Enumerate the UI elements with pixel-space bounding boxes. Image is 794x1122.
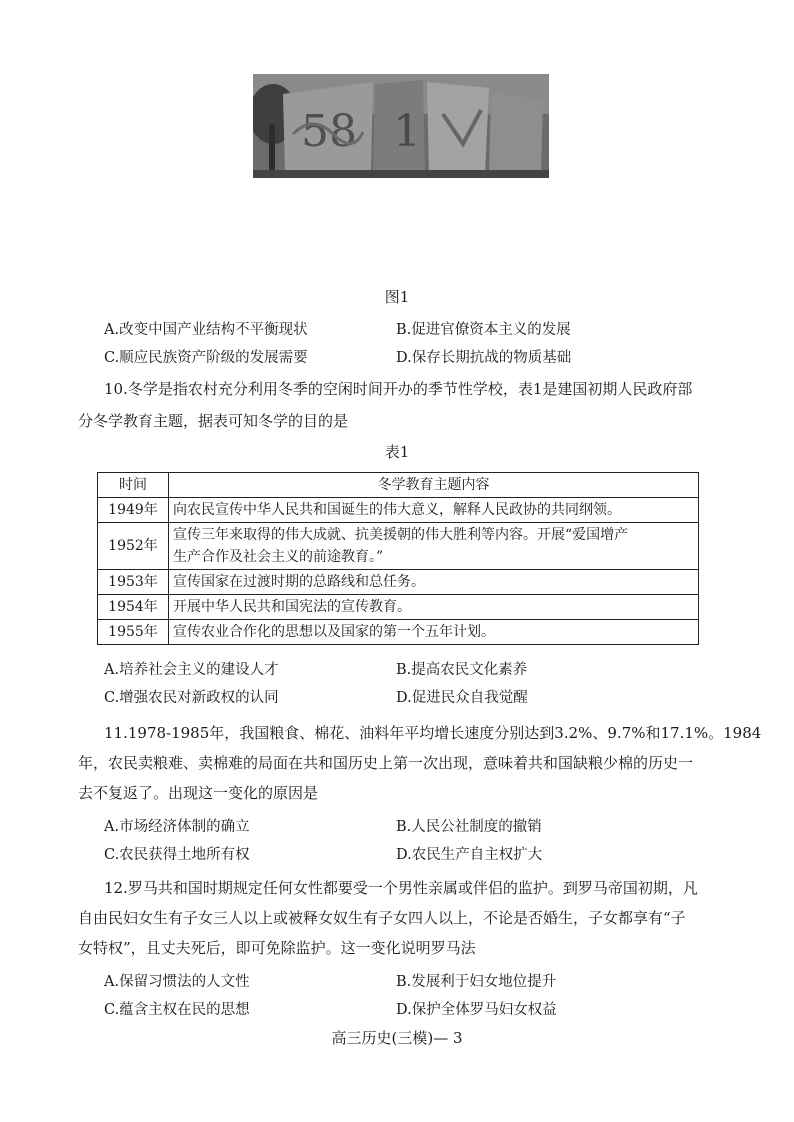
table-row bbox=[98, 595, 699, 620]
svg-text:1: 1 bbox=[393, 106, 421, 157]
table-caption: 表1 bbox=[384, 443, 410, 461]
table-cell-line: 宣传三年来取得的伟大成就、抗美援朝的伟大胜利等内容。开展“爱国增产 bbox=[173, 527, 629, 543]
q9-option-c[interactable]: C.顺应民族资产阶级的发展需要 bbox=[104, 350, 308, 366]
table-cell-content: 向农民宣传中华人民共和国诞生的伟大意义，解释人民政协的共同纲领。 bbox=[169, 498, 699, 523]
table-row bbox=[98, 570, 699, 595]
q10-stem-line-1: 10.冬学是指农村充分利用冬季的空闲时间开办的季节性学校，表1是建国初期人民政府部 bbox=[104, 380, 693, 398]
table-row bbox=[98, 620, 699, 645]
q10-stem-line-2: 分冬学教育主题，据表可知冬学的目的是 bbox=[78, 412, 349, 430]
q12-option-a[interactable]: A.保留习惯法的人文性 bbox=[104, 974, 250, 990]
table-cell-line: 生产合作及社会主义的前途教育。” bbox=[173, 549, 384, 565]
table-header-row bbox=[98, 473, 699, 498]
q11-stem-line-3: 去不复返了。出现这一变化的原因是 bbox=[78, 784, 319, 802]
q11-stem-line-1: 11.1978-1985年，我国粮食、棉花、油料年平均增长速度分别达到3.2%、9.7%和17.1%。1984 bbox=[104, 724, 762, 742]
table-cell-content bbox=[169, 523, 699, 570]
q9-option-a[interactable]: A.改变中国产业结构不平衡现状 bbox=[104, 322, 308, 338]
table-cell-content: 开展中华人民共和国宪法的宣传教育。 bbox=[169, 595, 699, 620]
table-cell-year: 1952年 bbox=[98, 523, 169, 570]
figure-caption: 图1 bbox=[384, 288, 410, 306]
page-footer: 高三历史(三模)— 3 bbox=[331, 1029, 463, 1047]
winter-school-table bbox=[97, 472, 699, 645]
q10-option-c[interactable]: C.增强农民对新政权的认同 bbox=[104, 690, 279, 706]
q12-stem-line-3: 女特权”，且丈夫死后，即可免除监护。这一变化说明罗马法 bbox=[78, 939, 476, 957]
q11-option-d[interactable]: D.农民生产自主权扩大 bbox=[396, 847, 543, 863]
q10-option-d[interactable]: D.促进民众自我觉醒 bbox=[396, 690, 528, 706]
table-cell-year: 1953年 bbox=[98, 570, 169, 595]
q10-option-a[interactable]: A.培养社会主义的建设人才 bbox=[104, 662, 279, 678]
q12-option-d[interactable]: D.保护全体罗马妇女权益 bbox=[396, 1002, 557, 1018]
q12-stem-line-1: 12.罗马共和国时期规定任何女性都要受一个男性亲属或伴侣的监护。到罗马帝国初期，凡 bbox=[104, 879, 698, 897]
figure-1-photo bbox=[253, 74, 549, 178]
q12-option-b[interactable]: B.发展利于妇女地位提升 bbox=[396, 974, 557, 990]
q10-option-b[interactable]: B.提高农民文化素养 bbox=[396, 662, 528, 678]
q12-stem-line-2: 自由民妇女生有子女三人以上或被释女奴生有子女四人以上，不论是否婚生，子女都享有“子 bbox=[78, 909, 686, 927]
q11-stem-line-2: 年，农民卖粮难、卖棉难的局面在共和国历史上第一次出现，意味着共和国缺粮少棉的历史一 bbox=[78, 754, 694, 772]
table-row bbox=[98, 523, 699, 570]
table-cell-content: 宣传国家在过渡时期的总路线和总任务。 bbox=[169, 570, 699, 595]
q11-option-b[interactable]: B.人民公社制度的撤销 bbox=[396, 819, 542, 835]
table-header-content: 冬学教育主题内容 bbox=[169, 473, 699, 498]
table-cell-year: 1954年 bbox=[98, 595, 169, 620]
table-row bbox=[98, 498, 699, 523]
svg-text:58: 58 bbox=[301, 106, 357, 157]
table-cell-year: 1955年 bbox=[98, 620, 169, 645]
table-cell-content: 宣传农业合作化的思想以及国家的第一个五年计划。 bbox=[169, 620, 699, 645]
q11-option-c[interactable]: C.农民获得土地所有权 bbox=[104, 847, 250, 863]
table-cell-year: 1949年 bbox=[98, 498, 169, 523]
monument-image bbox=[253, 74, 549, 178]
q12-option-c[interactable]: C.蕴含主权在民的思想 bbox=[104, 1002, 250, 1018]
table-header-year: 时间 bbox=[98, 473, 169, 498]
q9-option-d[interactable]: D.保存长期抗战的物质基础 bbox=[396, 350, 572, 366]
q11-option-a[interactable]: A.市场经济体制的确立 bbox=[104, 819, 250, 835]
q9-option-b[interactable]: B.促进官僚资本主义的发展 bbox=[396, 322, 571, 338]
